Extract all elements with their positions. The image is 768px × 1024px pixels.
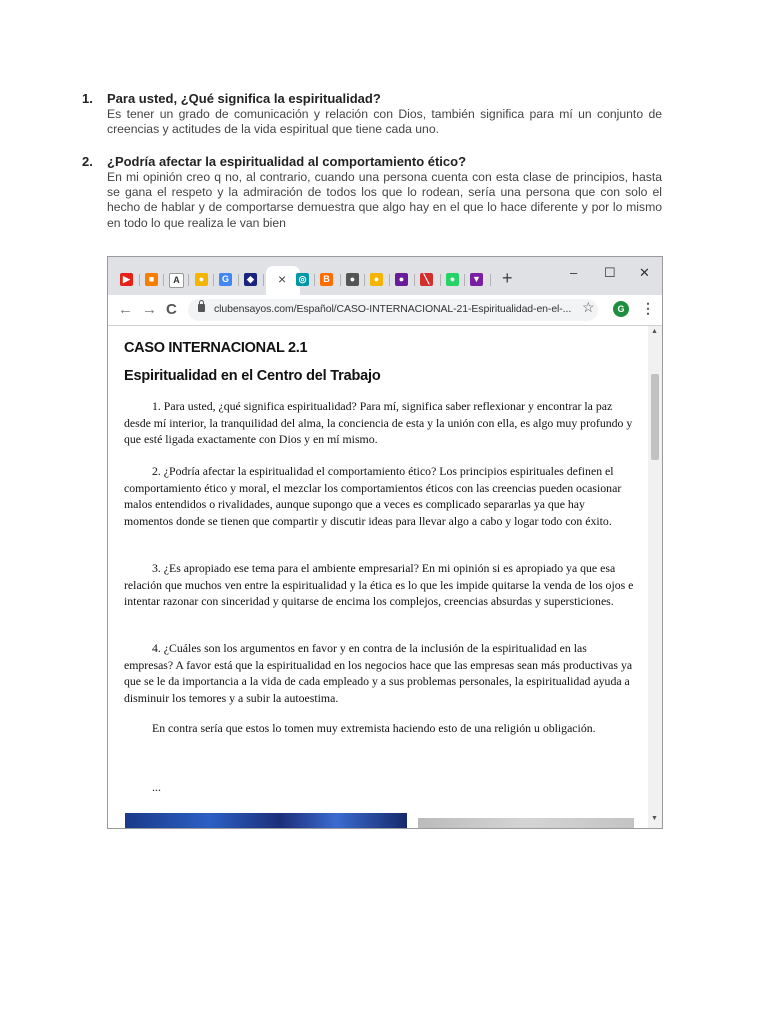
browser-screenshot bbox=[107, 256, 663, 829]
close-tab-icon[interactable]: × bbox=[278, 271, 287, 287]
question-2 bbox=[82, 154, 662, 231]
paragraph-1: 1. Para usted, ¿qué significa espiritualidad? Para mí, significa saber reflexionar y encontrar la paz desde mí interior, la tranquilidad del alma, la conciencia de esta y la unión con ella, es algo muy profundo y que esté ligada exactamente con Dios y en mí mismo. bbox=[124, 399, 633, 447]
browser-icon[interactable]: ◎ bbox=[296, 273, 309, 286]
paragraph-3: 3. ¿Es apropiado ese tema para el ambiente empresarial? En mi opinión si es apropiado ya que esa relación que muchos ven entre la espiritualidad y la ética es lo que les impide quitarse la venda de los ojos e intentar razonar con sinceridad y quitarse de encima los complejos, creencias absurdas y supersticiones. bbox=[124, 561, 634, 609]
tab-separator bbox=[490, 274, 491, 286]
shield-icon[interactable]: ◆ bbox=[244, 273, 257, 286]
question-2-heading bbox=[82, 154, 662, 170]
badge-icon[interactable]: ▼ bbox=[470, 273, 483, 286]
scrollbar[interactable] bbox=[648, 326, 662, 828]
question-1-title: Para usted, ¿Qué significa la espiritualidad? bbox=[107, 91, 381, 106]
question-2-answer: En mi opinión creo q no, al contrario, cuando una persona cuenta con esta clase de principios, hasta se gana el respeto y la admiración de todos los que lo rodean, sería una persona que con solo el hecho de hablar y de comportarse demuestra que algo hay en el que lo hace diferente y por lo mismo en todo lo que realiza le van bien bbox=[107, 170, 662, 230]
question-1 bbox=[82, 91, 662, 137]
tab-separator bbox=[414, 274, 415, 286]
question-1-heading bbox=[82, 91, 662, 107]
reload-button[interactable]: C bbox=[166, 301, 177, 318]
url-text: clubensayos.com/Español/CASO-INTERNACIONAL-21-Espiritualidad-en-el-... bbox=[214, 303, 572, 315]
tab-separator bbox=[464, 274, 465, 286]
tab-separator bbox=[389, 274, 390, 286]
maximize-button[interactable]: ☐ bbox=[604, 265, 616, 280]
page-content bbox=[108, 326, 648, 828]
menu-kebab-icon[interactable]: ⋮ bbox=[641, 300, 655, 316]
whatsapp-icon[interactable]: ● bbox=[446, 273, 459, 286]
paragraph-2: 2. ¿Podría afectar la espiritualidad el comportamiento ético? Los principios espirituales definen el comportamiento ético y moral, el mezclar los comportamientos éticos con las creencias pueden ocasionar malos entendidos o rivalidades, aunque supongo que a veces es complicado separarlas ya que hay momentos donde se tienen que compartir y discutir ideas para llevar algo a cabo y logar todo con éxito. bbox=[124, 464, 622, 528]
page-subtitle: Espiritualidad en el Centro del Trabajo bbox=[124, 368, 381, 384]
orange-icon[interactable]: B bbox=[320, 273, 333, 286]
address-bar bbox=[108, 295, 662, 326]
tab-separator bbox=[188, 274, 189, 286]
google-icon[interactable]: G bbox=[219, 273, 232, 286]
new-tab-button[interactable]: + bbox=[502, 268, 513, 288]
article-image[interactable] bbox=[125, 813, 407, 828]
question-1-number: 1. bbox=[82, 91, 93, 106]
page-title: CASO INTERNACIONAL 2.1 bbox=[124, 340, 308, 356]
minimize-button[interactable]: – bbox=[570, 265, 578, 280]
color2-icon[interactable]: ● bbox=[370, 273, 383, 286]
scroll-up-icon[interactable]: ▲ bbox=[651, 328, 658, 335]
tab-separator bbox=[213, 274, 214, 286]
ellipsis: ... bbox=[152, 780, 161, 794]
purple-icon[interactable]: ● bbox=[395, 273, 408, 286]
paragraph-4: 4. ¿Cuáles son los argumentos en favor y en contra de la inclusión de la espiritualidad en las empresas? A favor está que la espiritualidad en los negocios hace que las empresas sean más productivas ya que se le da importancia a la vida de cada empleado y a sus problemas personales, la espiritualidad ayuda a disminuir los temores y a subir la autoestima. bbox=[124, 641, 633, 705]
question-2-title: ¿Podría afectar la espiritualidad al comportamiento ético? bbox=[107, 154, 467, 169]
bookmark-star-icon[interactable]: ☆ bbox=[582, 299, 595, 315]
close-window-button[interactable]: ✕ bbox=[639, 265, 650, 280]
cut-off-heading bbox=[418, 818, 634, 828]
red-slash-icon[interactable]: ╲ bbox=[420, 273, 433, 286]
scroll-down-icon[interactable]: ▼ bbox=[651, 815, 658, 822]
lock-icon bbox=[198, 304, 205, 312]
blogger-icon[interactable]: ■ bbox=[145, 273, 158, 286]
tab-separator bbox=[139, 274, 140, 286]
url-field[interactable] bbox=[188, 299, 598, 321]
profile-avatar[interactable]: G bbox=[613, 301, 629, 317]
back-button[interactable]: ← bbox=[118, 301, 133, 318]
tab-separator bbox=[364, 274, 365, 286]
font-icon[interactable]: A bbox=[169, 273, 184, 288]
tab-strip bbox=[108, 257, 662, 295]
youtube-icon[interactable]: ▶ bbox=[120, 273, 133, 286]
paragraph-5: En contra sería que estos lo tomen muy extremista haciendo esto de una religión u obligación. bbox=[152, 721, 596, 735]
forward-button[interactable]: → bbox=[142, 301, 157, 318]
github-icon[interactable]: ● bbox=[346, 273, 359, 286]
tab-separator bbox=[340, 274, 341, 286]
tab-separator bbox=[440, 274, 441, 286]
question-1-answer: Es tener un grado de comunicación y relación con Dios, también significa para mí un conjunto de creencias y actitudes de la vida espiritual que tiene cada uno. bbox=[107, 107, 662, 137]
tab-separator bbox=[263, 274, 264, 286]
tab-separator bbox=[314, 274, 315, 286]
color-icon[interactable]: ● bbox=[195, 273, 208, 286]
question-2-number: 2. bbox=[82, 154, 93, 169]
tab-separator bbox=[163, 274, 164, 286]
scroll-thumb[interactable] bbox=[651, 374, 659, 460]
tab-separator bbox=[238, 274, 239, 286]
